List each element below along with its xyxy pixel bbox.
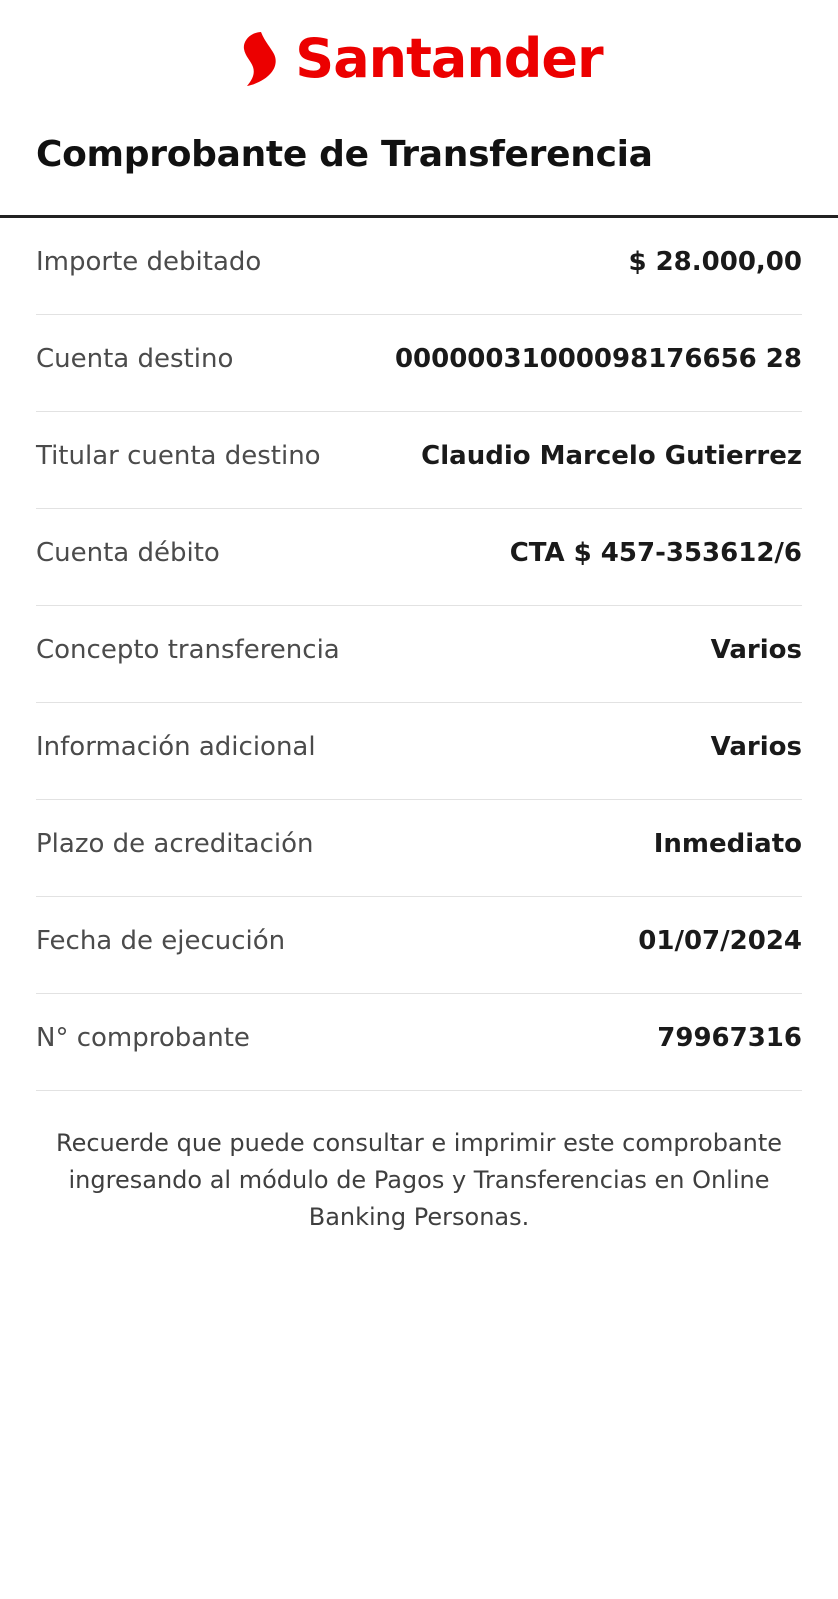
table-row xyxy=(36,218,802,315)
santander-flame-icon xyxy=(235,30,287,88)
table-row xyxy=(36,897,802,994)
page-title: Comprobante de Transferencia xyxy=(36,134,653,175)
row-label: N° comprobante xyxy=(36,1023,250,1053)
row-label: Cuenta débito xyxy=(36,538,220,568)
row-value: 01/07/2024 xyxy=(638,926,802,956)
table-row xyxy=(36,606,802,703)
brand-name: Santander xyxy=(295,27,603,90)
row-value: $ 28.000,00 xyxy=(628,247,802,277)
brand-header xyxy=(0,0,838,88)
row-value: 79967316 xyxy=(657,1023,802,1053)
row-label: Importe debitado xyxy=(36,247,262,277)
row-label: Concepto transferencia xyxy=(36,635,340,665)
table-row xyxy=(36,994,802,1091)
row-value: Claudio Marcelo Gutierrez xyxy=(421,441,802,471)
row-value: 00000031000098176656 28 xyxy=(394,344,802,374)
receipt-rows xyxy=(0,218,838,1091)
row-label: Cuenta destino xyxy=(36,344,234,374)
row-label: Información adicional xyxy=(36,732,316,762)
table-row xyxy=(36,800,802,897)
row-label: Plazo de acreditación xyxy=(36,829,314,859)
table-row xyxy=(36,315,802,412)
row-value: Varios xyxy=(710,732,802,762)
row-value: CTA $ 457-353612/6 xyxy=(509,538,802,568)
row-label: Fecha de ejecución xyxy=(36,926,286,956)
row-value: Varios xyxy=(710,635,802,665)
row-value: Inmediato xyxy=(653,829,802,859)
table-row xyxy=(36,703,802,800)
row-label: Titular cuenta destino xyxy=(36,441,321,471)
footer-note: Recuerde que puede consultar e imprimir este comprobante ingresando al módulo de Pagos y Transferencias en Online Banking Personas. xyxy=(55,1129,783,1232)
table-row xyxy=(36,509,802,606)
table-row xyxy=(36,412,802,509)
santander-logo xyxy=(235,27,603,90)
